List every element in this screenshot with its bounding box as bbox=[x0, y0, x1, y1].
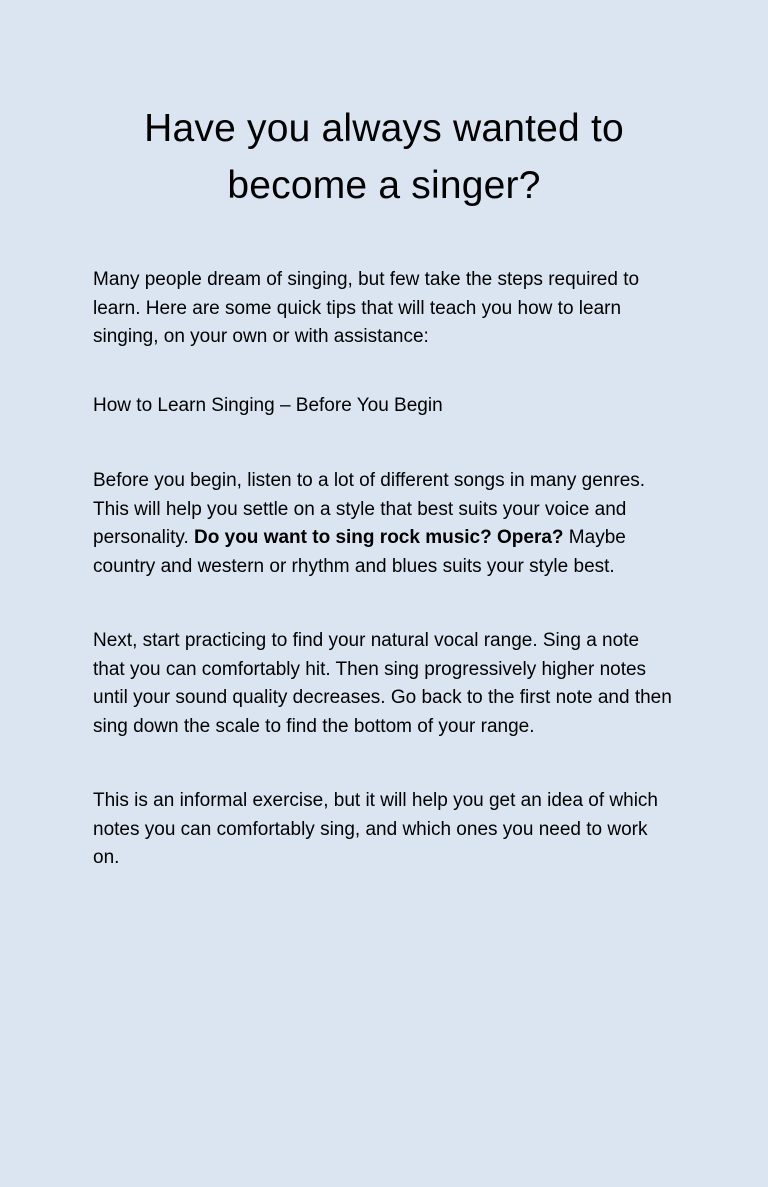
title-line-2: become a singer? bbox=[227, 164, 541, 207]
before-text-bold: Do you want to sing rock music? Opera? bbox=[194, 527, 564, 548]
intro-paragraph: Many people dream of singing, but few take the steps required to learn. Here are some quick tips that will teach you how to learn singing, on your own or with assistance: bbox=[93, 269, 640, 347]
before-text-start: Before you begin, listen to a lot of different songs in many genres. This will help you settle on a style that best suits your voice and personality. bbox=[93, 470, 646, 548]
title-line-1: Have you always wanted to bbox=[144, 107, 624, 150]
informal-exercise-paragraph: This is an informal exercise, but it will help you get an idea of which notes you can comfortably sing, and which ones you need to work on. bbox=[93, 790, 658, 868]
vocal-range-paragraph: Next, start practicing to find your natural vocal range. Sing a note that you can comfortably hit. Then sing progressively higher notes until your sound quality decreases. Go back to the first note and then sing down the scale to find the bottom of your range. bbox=[93, 630, 672, 737]
before-text-end: Maybe country and western or rhythm and blues suits your style best. bbox=[93, 527, 626, 577]
page-title bbox=[93, 100, 675, 214]
before-you-begin-paragraph bbox=[93, 467, 675, 581]
section-subheading: How to Learn Singing – Before You Begin bbox=[93, 394, 443, 416]
document-page bbox=[0, 100, 768, 1187]
